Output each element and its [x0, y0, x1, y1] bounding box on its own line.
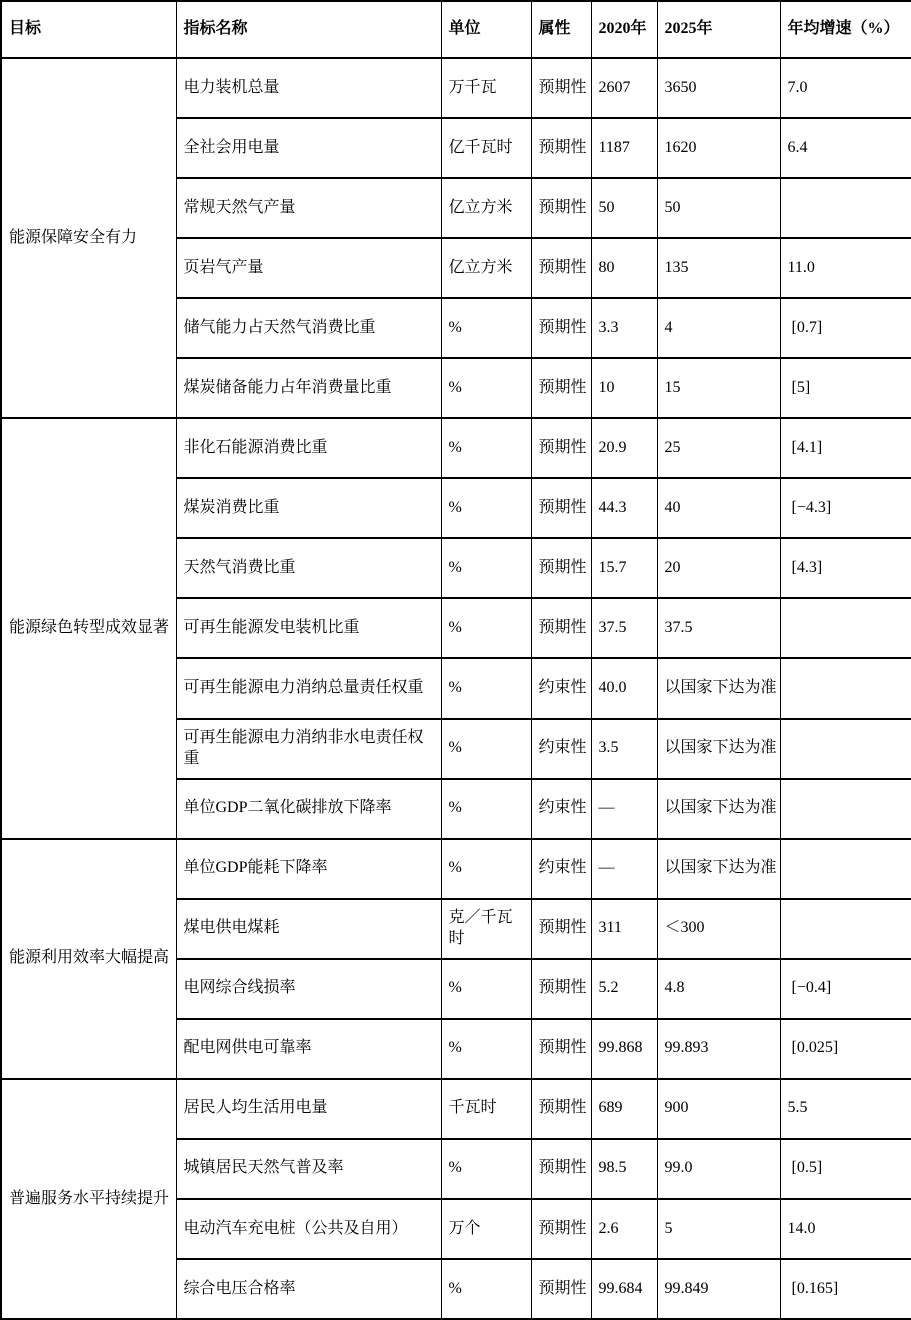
table-row — [1, 58, 911, 118]
attribute-cell: 预期性 — [531, 418, 591, 478]
value-2020-cell: 44.3 — [591, 478, 657, 538]
growth-cell: [0.5] — [780, 1139, 911, 1199]
indicator-name-cell: 单位GDP能耗下降率 — [176, 839, 441, 899]
unit-cell: % — [441, 538, 531, 598]
indicator-name-cell: 可再生能源发电装机比重 — [176, 598, 441, 658]
unit-cell: % — [441, 1139, 531, 1199]
unit-cell: % — [441, 478, 531, 538]
indicator-name-cell: 电动汽车充电桩（公共及自用） — [176, 1199, 441, 1259]
indicator-name-cell: 电力装机总量 — [176, 58, 441, 118]
growth-cell — [780, 178, 911, 238]
value-2025-cell: 99.893 — [657, 1019, 780, 1079]
goal-cell: 能源利用效率大幅提高 — [1, 839, 176, 1079]
growth-cell: [5] — [780, 358, 911, 418]
growth-cell: [−0.4] — [780, 959, 911, 1019]
value-2025-cell: 40 — [657, 478, 780, 538]
indicator-name-cell: 城镇居民天然气普及率 — [176, 1139, 441, 1199]
value-2020-cell: 10 — [591, 358, 657, 418]
value-2020-cell: — — [591, 839, 657, 899]
growth-cell — [780, 719, 911, 779]
growth-cell: 14.0 — [780, 1199, 911, 1259]
attribute-cell: 预期性 — [531, 959, 591, 1019]
value-2020-cell: 20.9 — [591, 418, 657, 478]
indicator-name-cell: 常规天然气产量 — [176, 178, 441, 238]
table-row — [1, 839, 911, 899]
goal-cell: 普遍服务水平持续提升 — [1, 1079, 176, 1319]
col-header-attribute: 属性 — [531, 1, 591, 58]
attribute-cell: 预期性 — [531, 118, 591, 178]
unit-cell: % — [441, 779, 531, 839]
unit-cell: 克／千瓦时 — [441, 899, 531, 959]
indicator-name-cell: 配电网供电可靠率 — [176, 1019, 441, 1079]
value-2020-cell: 5.2 — [591, 959, 657, 1019]
growth-cell: 6.4 — [780, 118, 911, 178]
value-2020-cell: 98.5 — [591, 1139, 657, 1199]
value-2025-cell: 3650 — [657, 58, 780, 118]
attribute-cell: 预期性 — [531, 58, 591, 118]
attribute-cell: 约束性 — [531, 779, 591, 839]
value-2025-cell: 以国家下达为准 — [657, 658, 780, 718]
growth-cell — [780, 839, 911, 899]
value-2025-cell: 1620 — [657, 118, 780, 178]
value-2020-cell: 40.0 — [591, 658, 657, 718]
col-header-2020: 2020年 — [591, 1, 657, 58]
attribute-cell: 预期性 — [531, 358, 591, 418]
unit-cell: 千瓦时 — [441, 1079, 531, 1139]
value-2025-cell: 4 — [657, 298, 780, 358]
goal-cell: 能源保障安全有力 — [1, 58, 176, 418]
attribute-cell: 预期性 — [531, 538, 591, 598]
unit-cell: 万个 — [441, 1199, 531, 1259]
indicator-name-cell: 单位GDP二氧化碳排放下降率 — [176, 779, 441, 839]
col-header-unit: 单位 — [441, 1, 531, 58]
growth-cell — [780, 658, 911, 718]
growth-cell: [4.3] — [780, 538, 911, 598]
value-2020-cell: 15.7 — [591, 538, 657, 598]
unit-cell: % — [441, 1259, 531, 1319]
value-2025-cell: 135 — [657, 238, 780, 298]
growth-cell: [4.1] — [780, 418, 911, 478]
unit-cell: 亿千瓦时 — [441, 118, 531, 178]
indicator-name-cell: 煤炭储备能力占年消费量比重 — [176, 358, 441, 418]
unit-cell: % — [441, 839, 531, 899]
value-2025-cell: 15 — [657, 358, 780, 418]
value-2025-cell: 5 — [657, 1199, 780, 1259]
value-2025-cell: 900 — [657, 1079, 780, 1139]
unit-cell: % — [441, 358, 531, 418]
growth-cell: 11.0 — [780, 238, 911, 298]
unit-cell: 亿立方米 — [441, 238, 531, 298]
value-2025-cell: 4.8 — [657, 959, 780, 1019]
value-2025-cell: 50 — [657, 178, 780, 238]
value-2020-cell: 3.5 — [591, 719, 657, 779]
attribute-cell: 预期性 — [531, 1079, 591, 1139]
growth-cell: 7.0 — [780, 58, 911, 118]
value-2025-cell: 以国家下达为准 — [657, 839, 780, 899]
table-row — [1, 1079, 911, 1139]
attribute-cell: 预期性 — [531, 1259, 591, 1319]
indicator-name-cell: 电网综合线损率 — [176, 959, 441, 1019]
value-2025-cell: 99.849 — [657, 1259, 780, 1319]
growth-cell: [−4.3] — [780, 478, 911, 538]
attribute-cell: 预期性 — [531, 478, 591, 538]
unit-cell: 万千瓦 — [441, 58, 531, 118]
value-2020-cell: 99.868 — [591, 1019, 657, 1079]
col-header-2025: 2025年 — [657, 1, 780, 58]
value-2025-cell: 25 — [657, 418, 780, 478]
header-row — [1, 1, 911, 58]
unit-cell: % — [441, 959, 531, 1019]
attribute-cell: 预期性 — [531, 1139, 591, 1199]
value-2020-cell: 2607 — [591, 58, 657, 118]
growth-cell: 5.5 — [780, 1079, 911, 1139]
unit-cell: % — [441, 1019, 531, 1079]
attribute-cell: 约束性 — [531, 839, 591, 899]
indicator-name-cell: 煤电供电煤耗 — [176, 899, 441, 959]
col-header-goal: 目标 — [1, 1, 176, 58]
value-2025-cell: 99.0 — [657, 1139, 780, 1199]
value-2025-cell: 以国家下达为准 — [657, 719, 780, 779]
attribute-cell: 预期性 — [531, 178, 591, 238]
value-2025-cell: 20 — [657, 538, 780, 598]
col-header-growth: 年均增速（%） — [780, 1, 911, 58]
growth-cell: [0.165] — [780, 1259, 911, 1319]
growth-cell: [0.7] — [780, 298, 911, 358]
value-2025-cell: ＜300 — [657, 899, 780, 959]
indicator-name-cell: 可再生能源电力消纳总量责任权重 — [176, 658, 441, 718]
indicator-name-cell: 非化石能源消费比重 — [176, 418, 441, 478]
attribute-cell: 预期性 — [531, 298, 591, 358]
value-2020-cell: 99.684 — [591, 1259, 657, 1319]
growth-cell — [780, 598, 911, 658]
value-2025-cell: 以国家下达为准 — [657, 779, 780, 839]
growth-cell — [780, 779, 911, 839]
value-2020-cell: 689 — [591, 1079, 657, 1139]
unit-cell: % — [441, 298, 531, 358]
value-2020-cell: — — [591, 779, 657, 839]
value-2020-cell: 1187 — [591, 118, 657, 178]
unit-cell: 亿立方米 — [441, 178, 531, 238]
indicator-name-cell: 页岩气产量 — [176, 238, 441, 298]
indicator-name-cell: 居民人均生活用电量 — [176, 1079, 441, 1139]
indicator-name-cell: 储气能力占天然气消费比重 — [176, 298, 441, 358]
unit-cell: % — [441, 719, 531, 779]
value-2020-cell: 37.5 — [591, 598, 657, 658]
value-2020-cell: 3.3 — [591, 298, 657, 358]
growth-cell: [0.025] — [780, 1019, 911, 1079]
attribute-cell: 预期性 — [531, 238, 591, 298]
indicator-name-cell: 可再生能源电力消纳非水电责任权重 — [176, 719, 441, 779]
attribute-cell: 预期性 — [531, 598, 591, 658]
indicator-name-cell: 天然气消费比重 — [176, 538, 441, 598]
value-2020-cell: 50 — [591, 178, 657, 238]
indicator-name-cell: 全社会用电量 — [176, 118, 441, 178]
table-row — [1, 418, 911, 478]
value-2020-cell: 311 — [591, 899, 657, 959]
unit-cell: % — [441, 598, 531, 658]
goal-cell: 能源绿色转型成效显著 — [1, 418, 176, 838]
attribute-cell: 预期性 — [531, 1199, 591, 1259]
indicator-name-cell: 煤炭消费比重 — [176, 478, 441, 538]
indicator-name-cell: 综合电压合格率 — [176, 1259, 441, 1319]
unit-cell: % — [441, 418, 531, 478]
attribute-cell: 约束性 — [531, 719, 591, 779]
attribute-cell: 预期性 — [531, 899, 591, 959]
value-2025-cell: 37.5 — [657, 598, 780, 658]
value-2020-cell: 2.6 — [591, 1199, 657, 1259]
growth-cell — [780, 899, 911, 959]
attribute-cell: 约束性 — [531, 658, 591, 718]
value-2020-cell: 80 — [591, 238, 657, 298]
col-header-indicator: 指标名称 — [176, 1, 441, 58]
attribute-cell: 预期性 — [531, 1019, 591, 1079]
unit-cell: % — [441, 658, 531, 718]
